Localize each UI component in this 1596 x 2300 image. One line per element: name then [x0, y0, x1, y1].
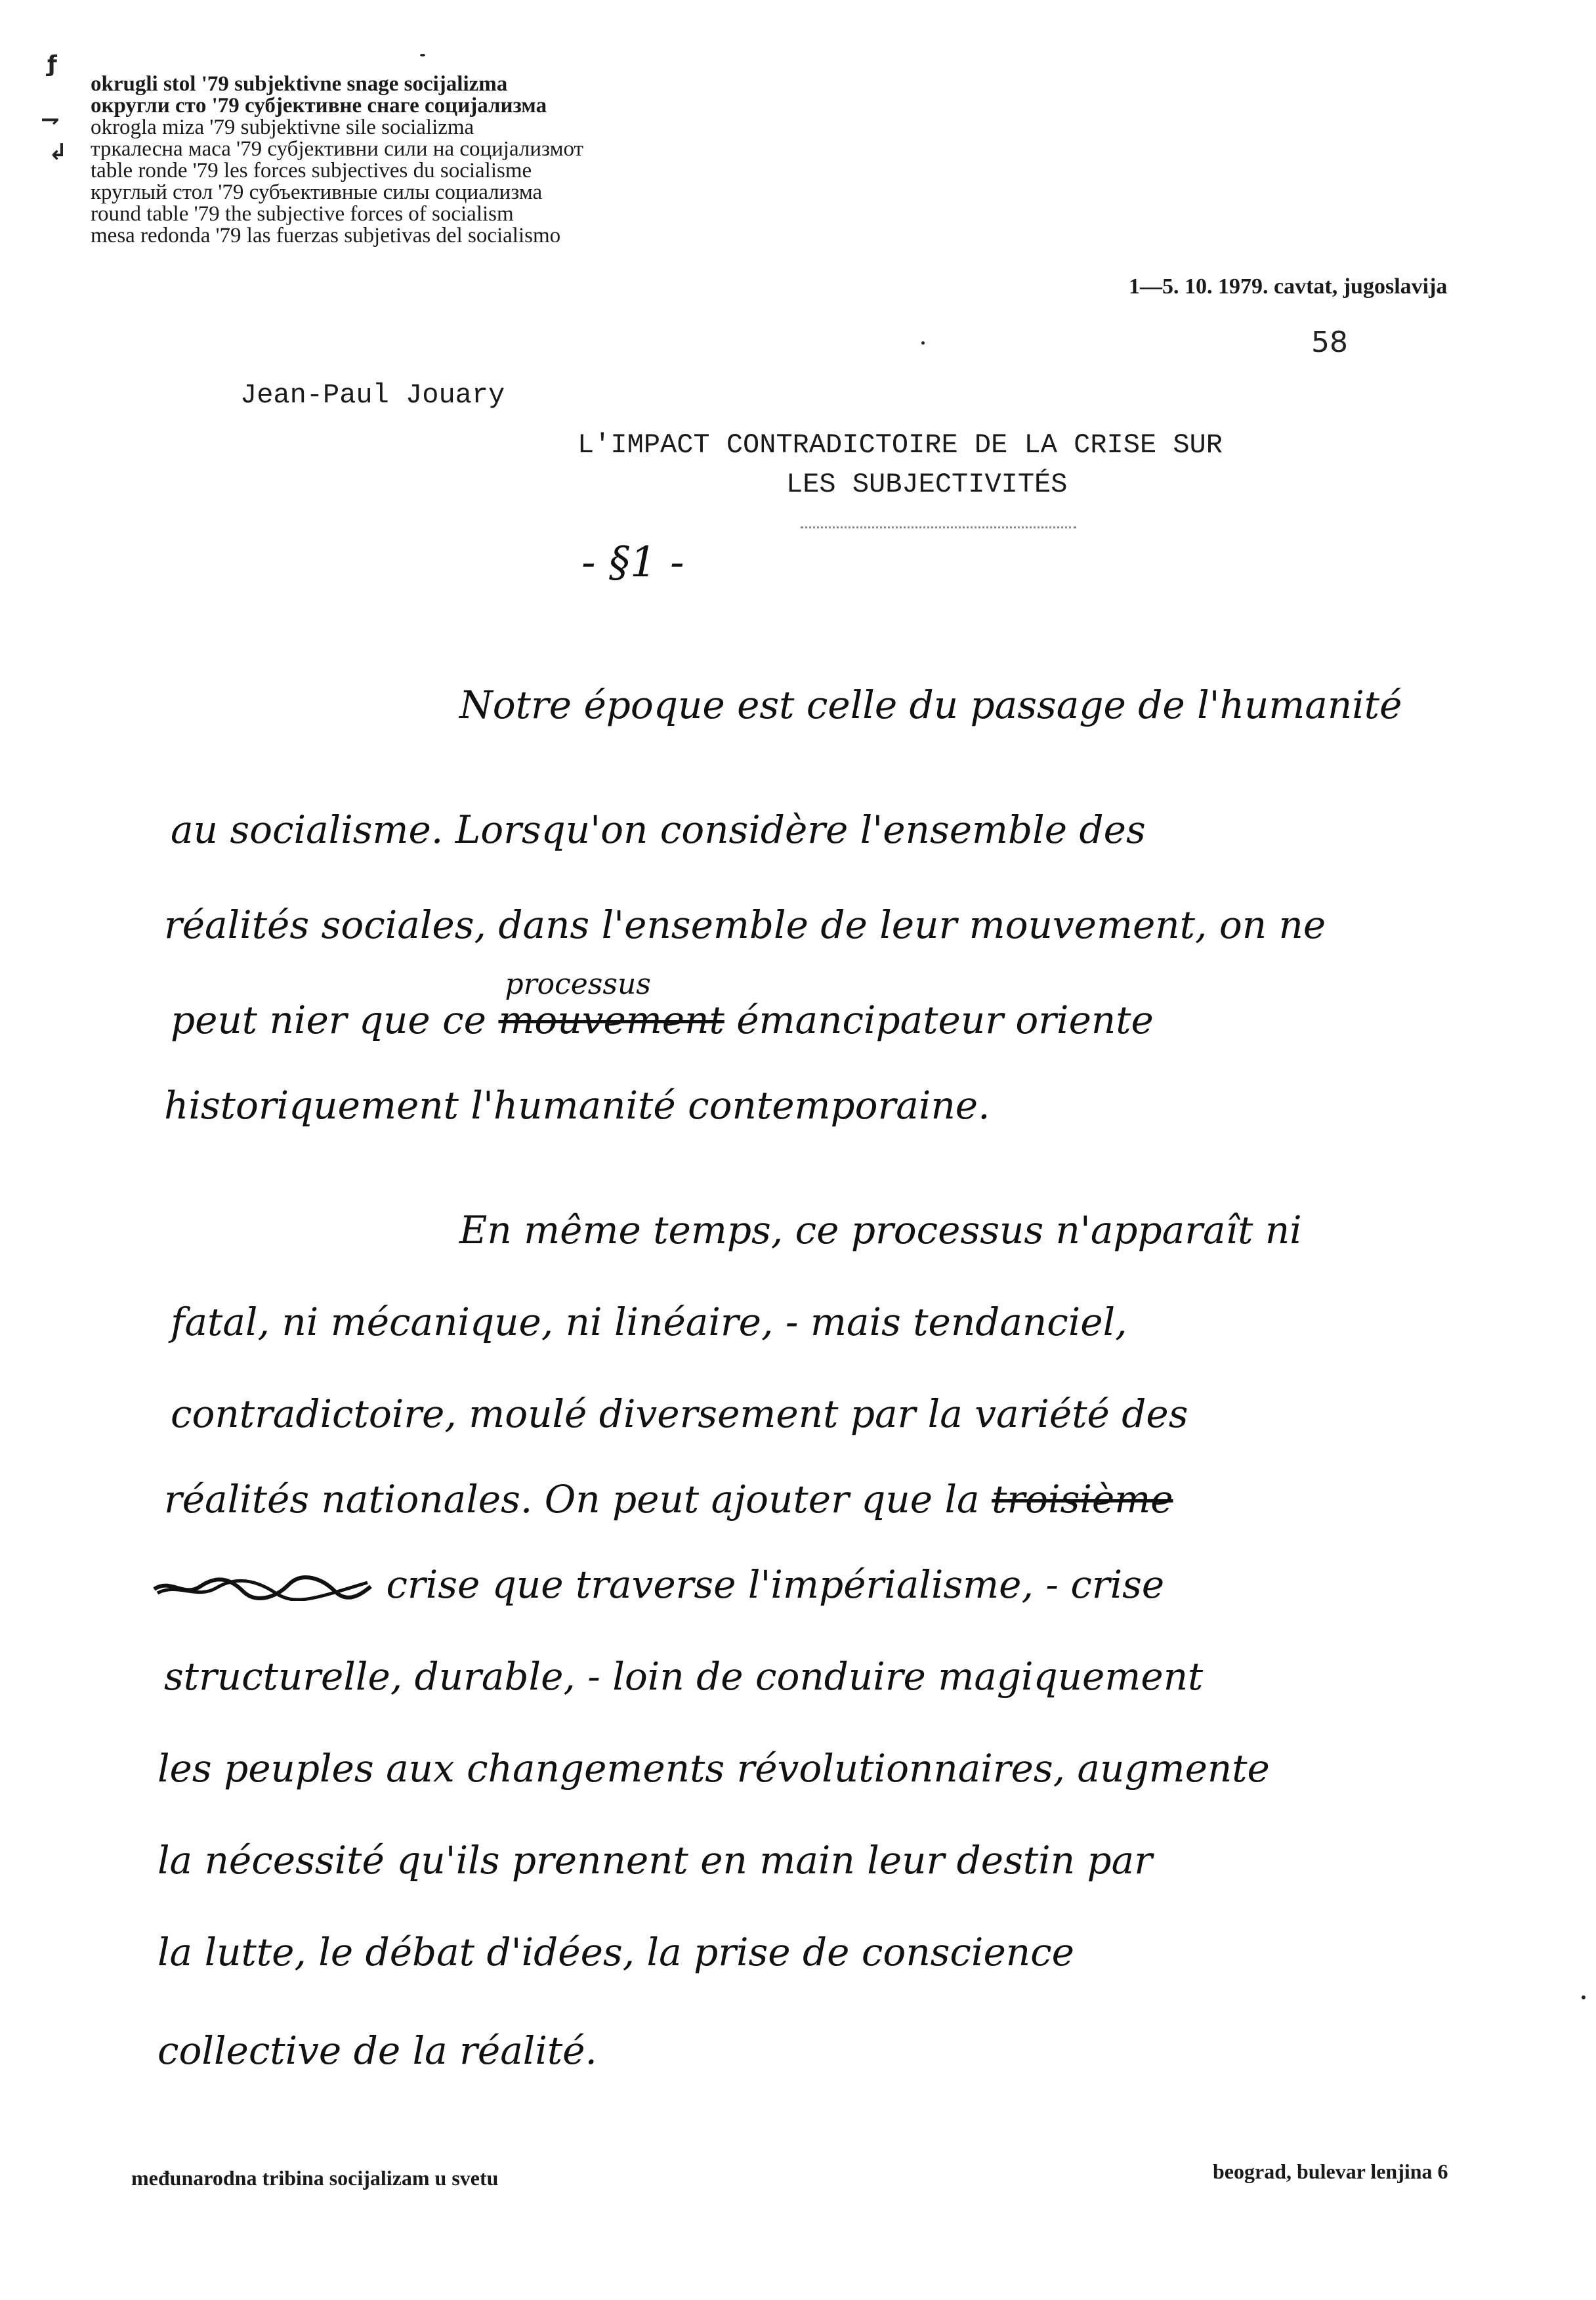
handwritten-line: contradictoire, moulé diversement par la variété des: [171, 1392, 1188, 1436]
handwritten-line: la nécessité qu'ils prennent en main leur destin par: [158, 1838, 1152, 1883]
handwritten-fragment: réalités nationales. On peut ajouter que la: [164, 1477, 980, 1522]
handwritten-line: réalités sociales, dans l'ensemble de leur mouvement, on ne: [164, 903, 1326, 947]
title-line-1: L'IMPACT CONTRADICTOIRE DE LA CRISE SUR: [578, 429, 1223, 461]
letterhead-line: округли стo '79 субјективне снаге социјализма: [91, 94, 547, 117]
handwritten-line: au socialisme. Lorsqu'on considère l'ensemble des: [171, 807, 1146, 852]
margin-tick-mark: ƒ: [47, 51, 57, 77]
scan-speck: [1582, 1995, 1586, 1999]
margin-hook-mark: ↲: [49, 139, 68, 165]
handwritten-line: la lutte, le débat d'idées, la prise de conscience: [158, 1930, 1074, 1974]
footer-organization: međunarodna tribina socijalizam u svetu: [131, 2166, 499, 2190]
scribbled-out-word: [151, 1575, 374, 1601]
handwritten-line: [164, 1477, 1173, 1522]
document-title: [578, 425, 1431, 504]
letterhead-line: table ronde '79 les forces subjectives du socialisme: [91, 159, 532, 182]
scan-speck: [921, 341, 925, 345]
handwritten-fragment: émancipateur oriente: [736, 998, 1154, 1042]
margin-marks: [41, 51, 93, 176]
conference-dateline: 1—5. 10. 1979. cavtat, jugoslavija: [1129, 274, 1448, 299]
scan-speck: [420, 54, 425, 56]
inserted-word: processus: [505, 968, 651, 1001]
handwritten-line: En même temps, ce processus n'apparaît ni: [459, 1208, 1302, 1252]
title-dotted-rule: [801, 526, 1076, 528]
struck-word: troisième: [992, 1477, 1173, 1522]
letterhead-line: okrogla miza '79 subjektivne sile socializma: [91, 116, 474, 139]
letterhead-line: okrugli stol '79 subjektivne snage socijalizma: [91, 72, 508, 96]
handwritten-line: les peuples aux changements révolutionnaires, augmente: [158, 1746, 1270, 1791]
multilingual-letterhead: [91, 74, 865, 247]
struck-word: mouvement: [498, 998, 724, 1042]
footer-address: beograd, bulevar lenjina 6: [1213, 2160, 1448, 2183]
margin-arrow-mark: ⇁: [41, 106, 60, 133]
letterhead-line: тркалесна маса '79 субјективни сили на социјализмот: [91, 137, 583, 161]
correction-insert: [498, 968, 724, 1042]
page-number: 58: [1311, 326, 1348, 359]
handwritten-line: historiquement l'humanité contemporaine.: [164, 1083, 990, 1128]
handwritten-fragment: crise que traverse l'impérialisme, - crise: [386, 1562, 1165, 1607]
handwritten-fragment: peut nier que ce: [171, 998, 486, 1042]
letterhead-line: mesa redonda '79 las fuerzas subjetivas del socialismo: [91, 224, 561, 247]
handwritten-line: [171, 968, 1154, 1042]
handwritten-line: fatal, ni mécanique, ni linéaire, - mais tendanciel,: [171, 1300, 1127, 1344]
handwritten-line: [151, 1562, 1164, 1607]
handwritten-line: collective de la réalité.: [158, 2028, 597, 2073]
author-name: Jean-Paul Jouary: [240, 379, 505, 411]
handwritten-line: structurelle, durable, - loin de conduire magiquement: [164, 1654, 1204, 1699]
letterhead-line: круглый стол '79 субъективные силы социализма: [91, 181, 543, 204]
title-line-2: LES SUBJECTIVITÉS: [786, 469, 1068, 500]
section-number: - §1 -: [581, 538, 684, 587]
letterhead-line: round table '79 the subjective forces of socialism: [91, 202, 514, 226]
handwritten-line: Notre époque est celle du passage de l'humanité: [459, 683, 1402, 727]
